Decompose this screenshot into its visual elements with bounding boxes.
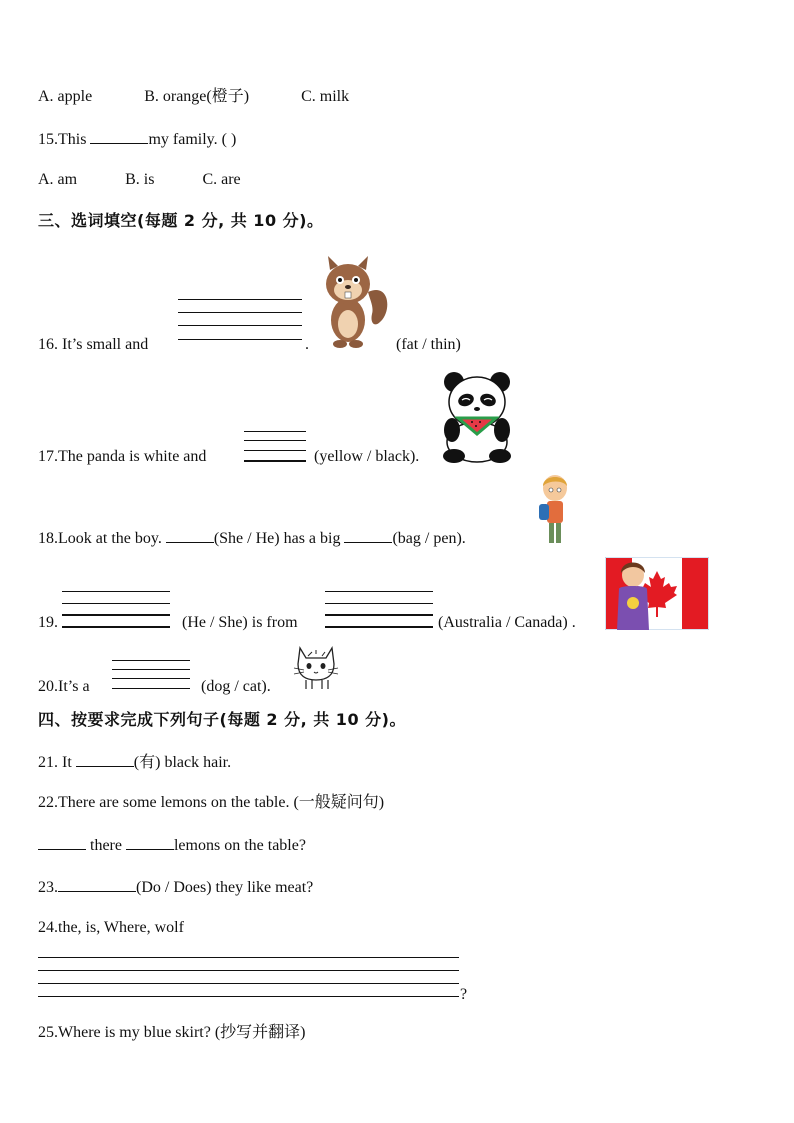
q19-number: 19. — [38, 614, 58, 631]
q22-label: 22.There are some lemons on the table. (一般疑问句) — [38, 794, 385, 811]
q19-hint: (Australia / Canada) . — [438, 614, 576, 631]
q17-writing-line[interactable] — [244, 440, 306, 441]
q14-options — [38, 87, 349, 107]
q17-label: 17.The panda is white and — [38, 448, 207, 465]
q18-line — [38, 528, 466, 549]
canada-boy-icon — [605, 557, 709, 630]
q24-writing-line[interactable] — [38, 957, 459, 958]
q18-mid: (She / He) has a big — [213, 530, 341, 547]
q19-mid: (He / She) is from — [182, 614, 298, 631]
q16-writing-line[interactable] — [178, 339, 302, 340]
q19-writing-line-2[interactable] — [325, 614, 433, 616]
q24-writing-line[interactable] — [38, 983, 459, 984]
q18-blank-2[interactable] — [344, 528, 392, 543]
boy-icon — [537, 474, 573, 546]
q20-hint: (dog / cat). — [201, 678, 271, 695]
q16-writing-line[interactable] — [178, 325, 302, 326]
q15-option-c[interactable]: C. are — [202, 171, 241, 188]
q15-answer-paren[interactable]: ( ) — [221, 131, 237, 148]
q18-blank-1[interactable] — [166, 528, 214, 543]
q16-period: . — [305, 336, 309, 353]
q23-line — [38, 877, 313, 898]
q25-label: 25.Where is my blue skirt? (抄写并翻译) — [38, 1024, 306, 1041]
q20-label: 20.It’s a — [38, 678, 90, 695]
q14-option-b[interactable]: B. orange(橙子) — [144, 88, 250, 105]
q18-hint: (bag / pen). — [392, 530, 466, 547]
q15-pre-text: This — [58, 131, 87, 148]
q15-post-text: my family. — [148, 131, 218, 148]
q16-label: 16. It’s small and — [38, 336, 149, 353]
q24-writing-line[interactable] — [38, 970, 459, 971]
q15-option-b[interactable]: B. is — [125, 171, 155, 188]
cat-icon — [292, 642, 340, 690]
q21-blank[interactable] — [76, 752, 134, 767]
section3-heading: 三、选词填空(每题 2 分, 共 10 分)。 — [38, 211, 324, 230]
q14-option-c[interactable]: C. milk — [301, 88, 350, 105]
q21-line — [38, 752, 231, 773]
q21-pre-text: It — [62, 754, 72, 771]
q17-writing-line[interactable] — [244, 450, 306, 451]
q23-number: 23. — [38, 879, 58, 896]
q21-number: 21. — [38, 754, 58, 771]
q19-writing-line-1[interactable] — [62, 591, 170, 592]
squirrel-icon — [318, 252, 390, 350]
q14-option-a[interactable]: A. apple — [38, 88, 93, 105]
q22-mid: there — [90, 837, 122, 854]
q17-hint: (yellow / black). — [314, 448, 420, 465]
q22-post: lemons on the table? — [173, 837, 306, 854]
q19-writing-line-2[interactable] — [325, 603, 433, 604]
q15-option-a[interactable]: A. am — [38, 171, 78, 188]
q20-writing-line[interactable] — [112, 669, 190, 670]
q15-blank[interactable] — [90, 129, 148, 144]
panda-icon — [440, 370, 514, 464]
q19-writing-line-1[interactable] — [62, 626, 170, 628]
q16-writing-line[interactable] — [178, 312, 302, 313]
q20-writing-line[interactable] — [112, 688, 190, 689]
q17-writing-line[interactable] — [244, 460, 306, 462]
q24-label: 24.the, is, Where, wolf — [38, 919, 184, 936]
q23-post: (Do / Does) they like meat? — [136, 879, 314, 896]
q19-writing-line-2[interactable] — [325, 626, 433, 628]
q22-blank-1[interactable] — [38, 835, 86, 850]
q20-writing-line[interactable] — [112, 678, 190, 679]
q15-line — [38, 129, 236, 150]
q18-label: 18.Look at the boy. — [38, 530, 162, 547]
section4-heading: 四、按要求完成下列句子(每题 2 分, 共 10 分)。 — [38, 710, 406, 729]
q19-writing-line-1[interactable] — [62, 603, 170, 604]
q15-number: 15. — [38, 131, 58, 148]
q20-writing-line[interactable] — [112, 660, 190, 661]
q23-blank[interactable] — [58, 877, 136, 892]
q15-options — [38, 170, 241, 190]
q16-hint: (fat / thin) — [396, 336, 461, 353]
q24-question-mark: ? — [460, 986, 468, 1003]
q22-blank-2[interactable] — [126, 835, 174, 850]
q19-writing-line-1[interactable] — [62, 614, 170, 616]
q19-writing-line-2[interactable] — [325, 591, 433, 592]
q22-answer-line — [38, 835, 306, 856]
q24-writing-line[interactable] — [38, 996, 459, 997]
q21-post-text: (有) black hair. — [133, 754, 232, 771]
q17-writing-line[interactable] — [244, 431, 306, 432]
q16-writing-line[interactable] — [178, 299, 302, 300]
